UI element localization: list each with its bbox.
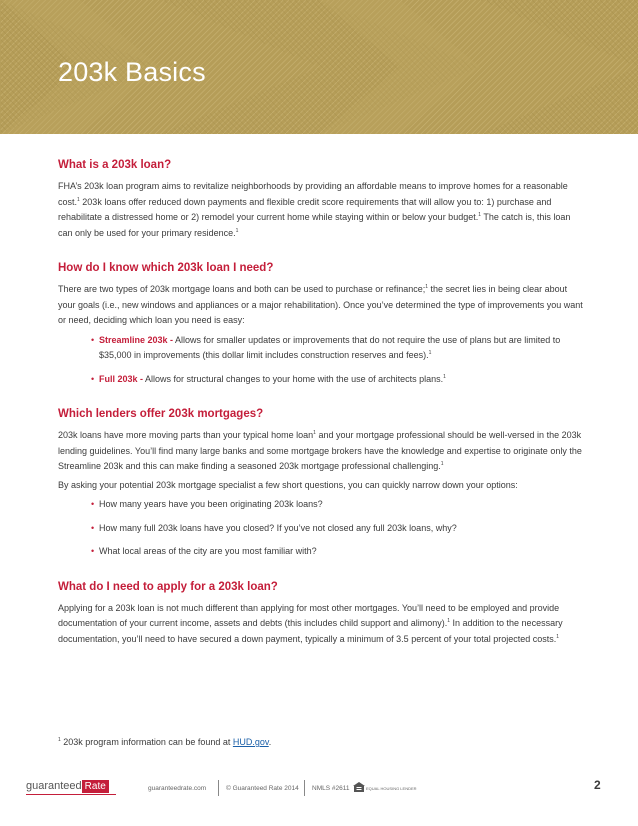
logo-underline: [26, 794, 116, 795]
section-paragraph: By asking your potential 203k mortgage specialist a few short questions, you can quickly narrow down your options:: [58, 479, 518, 490]
footer-site: guaranteedrate.com: [148, 785, 207, 792]
header-banner: [0, 0, 638, 134]
section-paragraph: FHA’s 203k loan program aims to revitalize neighborhoods by providing an affordable means to improve homes for a reasonable cost.$^1$ 203k loans offer reduced down payments and flexible credit score requirements that will allow you to: 1) purchase and rehabilitate a distressed home or 2) remodel your current home while staying within or below your budget.$^1$ The catch is, this loan can only be used for your primary residence.$^1$: [58, 181, 571, 238]
section-heading: What do I need to apply for a 203k loan?: [58, 580, 278, 593]
hud-link[interactable]: HUD.gov: [232, 737, 269, 747]
main-content: [58, 158, 586, 667]
section-paragraph: 203k loans have more moving parts than your typical home loan$^1$ and your mortgage professional should be well-versed in the 203k lending guidelines. You’ll find many large banks and some mortgage brokers have the knowledge and expertise to originate only the Streamline 203k and this can make finding a seasoned 203k mortgage professional challenging.$^1$: [58, 430, 582, 471]
footer-divider: [304, 780, 305, 796]
loan-types-list: [58, 333, 586, 388]
section-paragraph: There are two types of 203k mortgage loans and both can be used to purchase or refinance;$^1$ the secret lies in being clear about your goals (i.e., new windows and appliances or a major rehabilitation). Once you’ve determined the type of improvements you want or need, deciding which loan you need is easy:: [58, 284, 583, 325]
section-paragraph: Applying for a 203k loan is not much different than applying for most other mortgages. You’ll need to be employed and provide documentation of your current income, assets and debts (this includes child support and alimony).$^1$ In addition to the necessary documentation, you’ll need to have secured a down payment, typically a minimum of 3.5 percent of your total projected costs.$^1$: [58, 602, 563, 644]
section-what-is: [58, 158, 586, 241]
page-number: 2: [594, 778, 601, 792]
equal-housing-label: EQUAL HOUSING LENDER: [366, 786, 417, 791]
page-title: 203k Basics: [58, 57, 206, 87]
footer-copyright: © Guaranteed Rate 2014: [226, 785, 299, 792]
list-item: • What local areas of the city are you most familiar with?: [91, 544, 586, 560]
questions-list: [58, 497, 586, 560]
page-footer: [0, 772, 638, 802]
section-heading: Which lenders offer 203k mortgages?: [58, 408, 264, 420]
section-apply: [58, 580, 586, 648]
section-heading: What is a 203k loan?: [58, 159, 172, 171]
list-item: • Full 203k - Allows for structural changes to your home with the use of architects plans.$^1$: [91, 372, 586, 388]
section-which-loan: [58, 261, 586, 387]
footer-nmls: NMLS #2611: [312, 785, 350, 792]
footnote: $^1$ 203k program information can be found at HUD.gov.: [58, 737, 272, 747]
section-heading: How do I know which 203k loan I need?: [58, 262, 274, 274]
list-item: • Streamline 203k - Allows for smaller updates or improvements that do not require the use of plans but are limited to $35,000 in improvements (this dollar limit includes construction reserves and fees).$^1$: [91, 333, 586, 364]
section-which-lenders: [58, 407, 586, 560]
guaranteed-rate-logo: guaranteed Rate: [26, 780, 109, 793]
list-item: • How many years have you been originating 203k loans?: [91, 497, 586, 513]
list-item: • How many full 203k loans have you closed? If you’ve not closed any full 203k loans, why?: [91, 521, 586, 537]
footer-divider: [218, 780, 219, 796]
equal-housing-icon: [353, 782, 365, 792]
